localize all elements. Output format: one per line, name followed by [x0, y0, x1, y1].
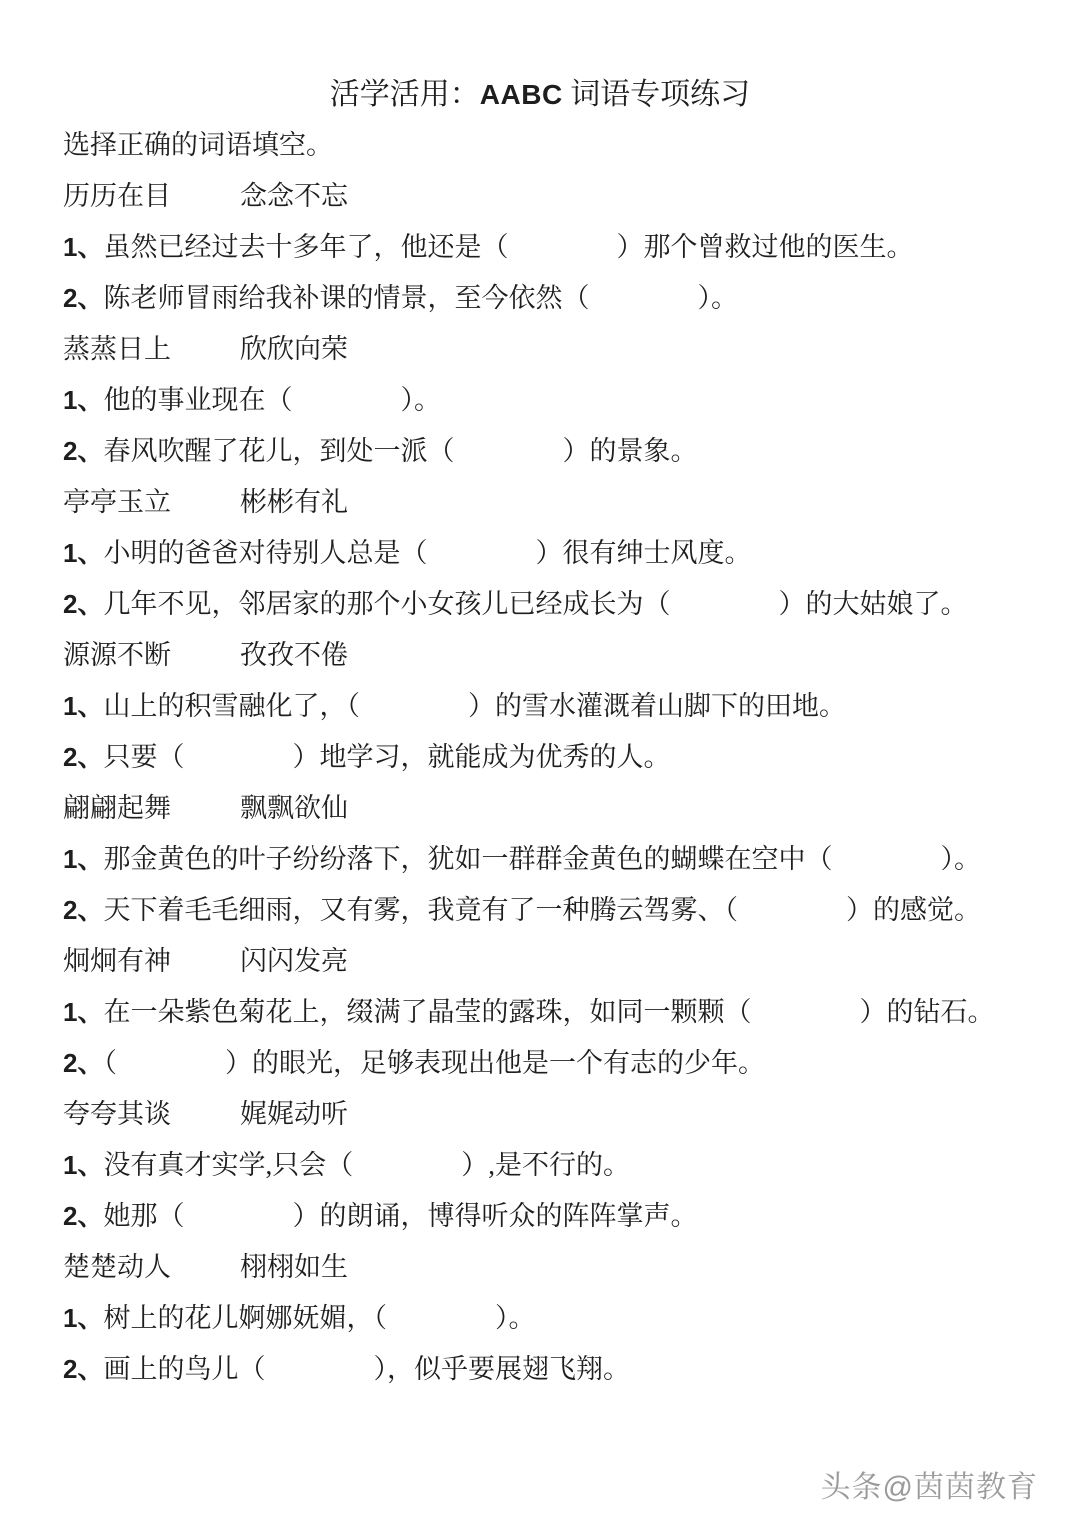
question-number: 2、 — [63, 436, 104, 466]
question-number: 2、 — [63, 1201, 104, 1231]
word-pair-header — [63, 1242, 1060, 1293]
question-text: 山上的积雪融化了，（ ）的雪水灌溉着山脚下的田地。 — [103, 691, 846, 721]
word-option: 蒸蒸日上 — [63, 334, 171, 364]
question-number: 1、 — [63, 691, 104, 721]
word-pair-section — [63, 936, 1060, 1089]
question-line — [63, 375, 1060, 426]
question-text: 他的事业现在（ ）。 — [103, 385, 441, 415]
word-pair-section — [63, 783, 1060, 936]
word-pair-section — [63, 171, 1060, 324]
question-line — [63, 579, 1060, 630]
question-text: 在一朵紫色菊花上，缀满了晶莹的露珠，如同一颗颗（ ）的钻石。 — [103, 997, 995, 1027]
word-pair-header — [63, 936, 1060, 987]
word-option: 亭亭玉立 — [63, 487, 171, 517]
question-text: 虽然已经过去十多年了，他还是（ ）那个曾救过他的医生。 — [103, 232, 914, 262]
question-number: 1、 — [63, 844, 104, 874]
word-option: 飘飘欲仙 — [240, 793, 348, 823]
question-text: 春风吹醒了花儿，到处一派（ ）的景象。 — [103, 436, 698, 466]
question-text: 那金黄色的叶子纷纷落下，犹如一群群金黄色的蝴蝶在空中（ ）。 — [103, 844, 981, 874]
page-title-suffix: 词语专项练习 — [562, 78, 751, 111]
word-pair-section — [63, 630, 1060, 783]
question-text: 几年不见，邻居家的那个小女孩儿已经成长为（ ）的大姑娘了。 — [103, 589, 968, 619]
question-number: 1、 — [63, 997, 104, 1027]
instruction-line: 选择正确的词语填空。 — [63, 130, 333, 160]
question-text: 树上的花儿婀娜妩媚，（ ）。 — [103, 1303, 536, 1333]
word-option: 夸夸其谈 — [63, 1099, 171, 1129]
question-line — [63, 732, 1060, 783]
question-line — [63, 528, 1060, 579]
word-option: 念念不忘 — [240, 181, 348, 211]
question-line — [63, 222, 1060, 273]
word-option: 娓娓动听 — [240, 1099, 348, 1129]
question-number: 2、 — [63, 742, 104, 772]
word-option: 翩翩起舞 — [63, 793, 171, 823]
page-title — [0, 0, 1080, 120]
question-line — [63, 885, 1060, 936]
question-number: 1、 — [63, 232, 104, 262]
question-number: 2、 — [63, 283, 104, 313]
question-line — [63, 834, 1060, 885]
question-number: 2、 — [63, 589, 104, 619]
question-text: 陈老师冒雨给我补课的情景，至今依然（ ）。 — [103, 283, 738, 313]
word-option: 楚楚动人 — [63, 1252, 171, 1282]
question-text: 没有真才实学,只会（ ）,是不行的。 — [103, 1150, 630, 1180]
word-pair-header — [63, 1089, 1060, 1140]
word-option: 孜孜不倦 — [240, 640, 348, 670]
question-line — [63, 426, 1060, 477]
question-line — [63, 273, 1060, 324]
word-option: 炯炯有神 — [63, 946, 171, 976]
word-pair-header — [63, 630, 1060, 681]
question-text: （ ）的眼光，足够表现出他是一个有志的少年。 — [103, 1048, 765, 1078]
question-number: 1、 — [63, 538, 104, 568]
question-line — [63, 1038, 1060, 1089]
question-text: 只要（ ）地学习，就能成为优秀的人。 — [103, 742, 671, 772]
question-line — [63, 1140, 1060, 1191]
word-pair-header — [63, 783, 1060, 834]
page-title-highlight: AABC — [479, 79, 563, 110]
word-option: 闪闪发亮 — [240, 946, 348, 976]
worksheet-body — [0, 120, 1080, 1395]
question-text: 她那（ ）的朗诵，博得听众的阵阵掌声。 — [103, 1201, 698, 1231]
word-pair-section — [63, 1089, 1060, 1242]
question-line — [63, 681, 1060, 732]
word-pair-section — [63, 477, 1060, 630]
question-number: 1、 — [63, 1150, 104, 1180]
word-pair-section — [63, 1242, 1060, 1395]
question-line — [63, 1191, 1060, 1242]
question-text: 小明的爸爸对待别人总是（ ）很有绅士风度。 — [103, 538, 752, 568]
page-title-prefix: 活学活用： — [329, 78, 480, 111]
word-pair-header — [63, 477, 1060, 528]
question-number: 1、 — [63, 385, 104, 415]
word-option: 欣欣向荣 — [240, 334, 348, 364]
question-text: 天下着毛毛细雨，又有雾，我竟有了一种腾云驾雾、（ ）的感觉。 — [103, 895, 981, 925]
question-number: 2、 — [63, 1048, 104, 1078]
question-line — [63, 987, 1060, 1038]
watermark: 头条@茵茵教育 — [820, 1471, 1038, 1504]
word-option: 历历在目 — [63, 181, 171, 211]
word-option: 源源不断 — [63, 640, 171, 670]
question-number: 2、 — [63, 1354, 104, 1384]
question-number: 2、 — [63, 895, 104, 925]
word-option: 栩栩如生 — [240, 1252, 348, 1282]
question-line — [63, 1293, 1060, 1344]
word-pair-header — [63, 324, 1060, 375]
word-pair-header — [63, 171, 1060, 222]
word-option: 彬彬有礼 — [240, 487, 348, 517]
word-pair-section — [63, 324, 1060, 477]
question-line — [63, 1344, 1060, 1395]
question-number: 1、 — [63, 1303, 104, 1333]
question-text: 画上的鸟儿（ ），似乎要展翅飞翔。 — [103, 1354, 630, 1384]
